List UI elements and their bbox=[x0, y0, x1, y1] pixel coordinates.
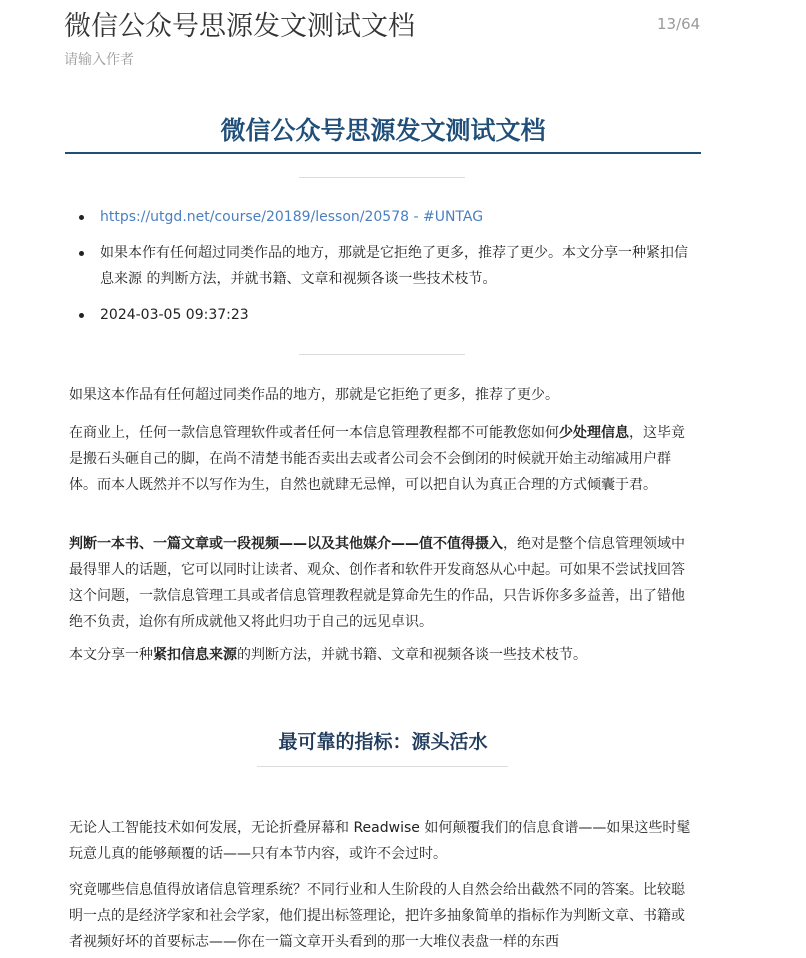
list-item: 2024-03-05 09:37:23 bbox=[78, 302, 698, 328]
title-underline bbox=[65, 152, 701, 154]
paragraph: 如果这本作品有任何超过同类作品的地方，那就是它拒绝了更多，推荐了更少。 bbox=[69, 387, 559, 403]
bold-text: 紧扣信息来源 bbox=[153, 647, 237, 663]
list-item: 如果本作有任何超过同类作品的地方，那就是它拒绝了更多，推荐了更少。本文分享一种紧扣信息来源 的判断方法，并就书籍、文章和视频各谈一些技术枝节。 bbox=[78, 240, 698, 292]
paragraph: 判断一本书、一篇文章或一段视频——以及其他媒介——值不值得摄入，绝对是整个信息管理领域中最得罪人的话题，它可以同时让读者、观众、创作者和软件开发商怒从心中起。可如果不尝试找回答这个问题，一款信息管理工具或者信息管理教程就是算命先生的作品，只告诉你多多益善，出了错他绝不负责，迨你有所成就他又将此归功于自己的远见卓识。 bbox=[69, 536, 685, 630]
article-title: 微信公众号思源发文测试文档 bbox=[220, 116, 546, 145]
page-counter: 13/64 bbox=[657, 15, 701, 33]
divider-top bbox=[299, 177, 465, 178]
divider-bottom bbox=[299, 354, 465, 355]
author-input[interactable] bbox=[64, 52, 364, 68]
document-title[interactable]: 微信公众号思源发文测试文档 bbox=[64, 11, 415, 42]
paragraph: 无论人工智能技术如何发展，无论折叠屏幕和 Readwise 如何颠覆我们的信息食谱——如果这些时髦玩意儿真的能够颠覆的话——只有本节内容，或许不会过时。 bbox=[69, 820, 691, 862]
source-link[interactable]: https://utgd.net/course/20189/lesson/20578 - #UNTAG bbox=[100, 209, 484, 225]
list-item bbox=[78, 204, 698, 230]
paragraph: 究竟哪些信息值得放诸信息管理系统？不同行业和人生阶段的人自然会给出截然不同的答案。比较聪明一点的是经济学家和社会学家，他们提出标签理论，把许多抽象简单的指标作为判断文章、书籍或者视频好坏的首要标志——你在一篇文章开头看到的那一大堆仪表盘一样的东西 bbox=[69, 882, 685, 950]
paragraph: 在商业上，任何一款信息管理软件或者任何一本信息管理教程都不可能教您如何少处理信息，这毕竟是搬石头砸自己的脚，在尚不清楚书能否卖出去或者公司会不会倒闭的时候就开始主动缩减用户群体。而本人既然并不以写作为生，自然也就肆无忌惮，可以把自认为真正合理的方式倾囊于君。 bbox=[69, 425, 685, 493]
bold-text: 少处理信息 bbox=[559, 425, 629, 441]
paragraph: 本文分享一种紧扣信息来源的判断方法，并就书籍、文章和视频各谈一些技术枝节。 bbox=[69, 647, 587, 663]
bold-text: 判断一本书、一篇文章或一段视频——以及其他媒介——值不值得摄入 bbox=[69, 536, 503, 552]
meta-list bbox=[78, 204, 698, 338]
section-underline bbox=[257, 766, 508, 767]
section-heading: 最可靠的指标：源头活水 bbox=[278, 731, 488, 753]
